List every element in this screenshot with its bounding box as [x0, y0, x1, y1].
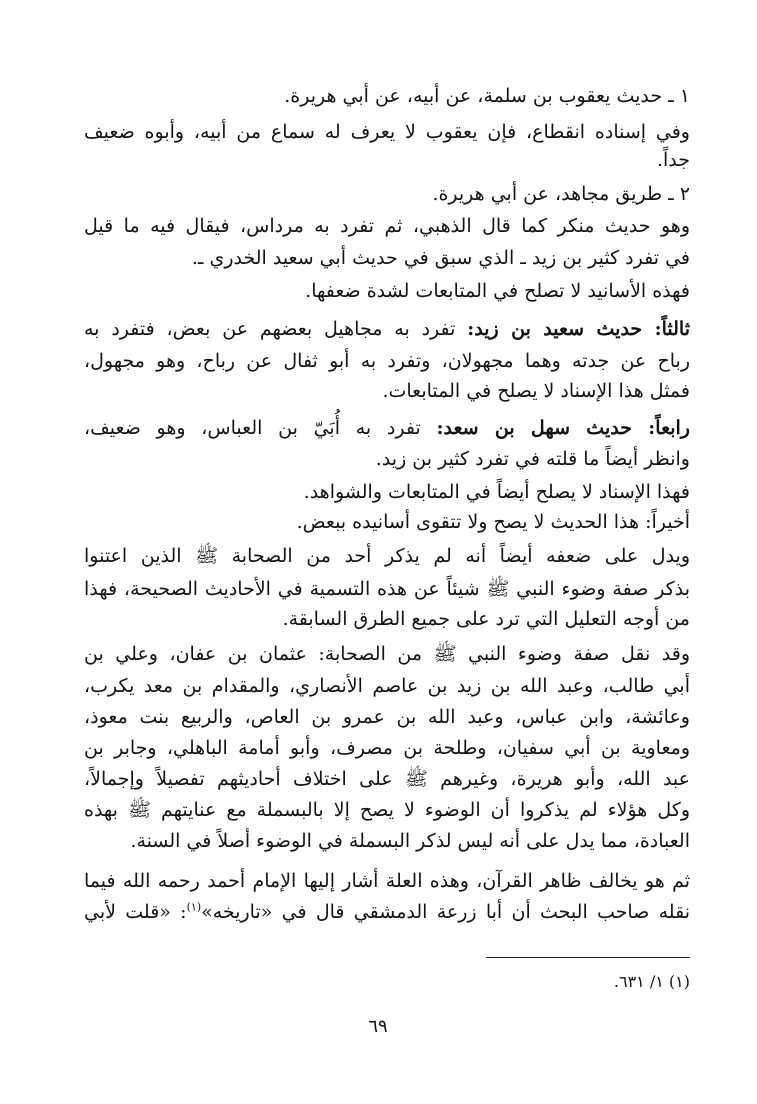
line-text: جداً. [656, 149, 690, 171]
line-text: أخيراً: هذا الحديث لا يصح ولا تتقوى أسانيده ببعض. [296, 511, 690, 533]
text-line [84, 443, 690, 475]
text-line [84, 670, 690, 702]
text-line [84, 375, 690, 407]
text-line [84, 794, 690, 826]
line-text: في تفرد كثير بن زيد ـ الذي سبق في حديث أبي سعيد الخدري ـ. [191, 247, 690, 269]
line-text: العبادة، مما يدل على أنه ليس لذكر البسملة في الوضوء أصلاً في السنة. [130, 830, 690, 852]
text-line [84, 763, 690, 795]
section-heading: رابعاً: حديث سهل بن سعد: [436, 417, 690, 439]
page-number: ٦٩ [368, 1016, 388, 1037]
line-text: ويدل على ضعفه أيضاً أنه لم يذكر أحد من الصحابة ﷺ الذين اعتنوا [84, 545, 690, 567]
section-heading: ثالثاً: حديث سعيد بن زيد: [467, 318, 690, 340]
text-line [84, 275, 690, 307]
text-line [84, 144, 690, 176]
line-text: ١ ـ حديث يعقوب بن سلمة، عن أبيه، عن أبي هريرة. [284, 85, 690, 107]
line-text: وهو حديث منكر كما قال الذهبي، ثم تفرد به مرداس، فيقال فيه ما قيل [84, 215, 690, 237]
line-text: ثم هو يخالف ظاهر القرآن، وهذه العلة أشار إليها الإمام أحمد رحمه الله فيما [84, 870, 690, 892]
text-line [84, 313, 690, 345]
footnote-separator [486, 957, 690, 958]
text-line [84, 242, 690, 274]
line-text: فهذه الأسانيد لا تصلح في المتابعات لشدة ضعفها. [305, 280, 690, 302]
text-line [84, 345, 690, 377]
text-line [84, 638, 690, 670]
text-line [84, 210, 690, 242]
line-text: ومعاوية بن أبي سفيان، وطلحة بن مصرف، وأبو أمامة الباهلي، وجابر بن [84, 737, 690, 759]
text-line [84, 825, 690, 857]
text-line [84, 896, 690, 928]
footnote: (١) ١/ ٦٣١. [613, 972, 690, 991]
line-text: تفرد به مجاهيل بعضهم عن بعض، فتفرد به [84, 318, 468, 340]
text-line [84, 701, 690, 733]
line-text: فهذا الإسناد لا يصلح أيضاً في المتابعات والشواهد. [303, 481, 690, 503]
line-text: وعائشة، وابن عباس، وعبد الله بن عمرو بن العاص، والربيع بنت معوذ، [84, 706, 690, 728]
line-text: وكل هؤلاء لم يذكروا أن الوضوء لا يصح إلا بالبسملة مع عنايتهم ﷺ بهذه [84, 799, 690, 821]
text-line [84, 865, 690, 897]
text-line [84, 540, 690, 572]
line-text: وقد نقل صفة وضوء النبي ﷺ من الصحابة: عثمان بن عفان، وعلي بن [84, 643, 690, 665]
text-line [84, 603, 690, 635]
line-text: تفرد به أُبَيّ بن العباس، وهو ضعيف، [84, 417, 437, 439]
text-line [84, 80, 690, 112]
text-line [84, 573, 690, 605]
line-text: فمثل هذا الإسناد لا يصلح في المتابعات. [382, 380, 690, 402]
footnote-marker[interactable]: (١) [186, 900, 202, 914]
line-text: عبد الله، وأبو هريرة، وغيرهم ﷺ على اختلاف أحاديثهم تفصيلاً وإجمالاً، [84, 768, 690, 790]
text-line [84, 412, 690, 444]
line-text: رباح عن جدته وهما مجهولان، وتفرد به أبو ثفال عن رباح، وهو مجهول، [84, 350, 690, 372]
line-text: وفي إسناده انقطاع، فإن يعقوب لا يعرف له سماع من أبيه، وأبوه ضعيف [84, 121, 690, 143]
line-text: وانظر أيضاً ما قلته في تفرد كثير بن زيد. [375, 448, 690, 470]
line-text-tail: : «قلت لأبي [84, 901, 187, 923]
line-text: ٢ ـ طريق مجاهد، عن أبي هريرة. [432, 183, 690, 205]
text-line [84, 732, 690, 764]
line-text: أبي طالب، وعبد الله بن زيد بن عاصم الأنصاري، والمقدام بن معد يكرب، [84, 675, 690, 697]
text-line [84, 178, 690, 210]
text-line [84, 476, 690, 508]
text-line [84, 506, 690, 538]
line-text: بذكر صفة وضوء النبي ﷺ شيئاً عن هذه التسمية في الأحاديث الصحيحة، فهذا [84, 578, 690, 600]
line-text: من أوجه التعليل التي ترد على جميع الطرق السابقة. [282, 608, 690, 630]
line-text: نقله صاحب البحث أن أبا زرعة الدمشقي قال في «تاريخه» [201, 901, 690, 923]
